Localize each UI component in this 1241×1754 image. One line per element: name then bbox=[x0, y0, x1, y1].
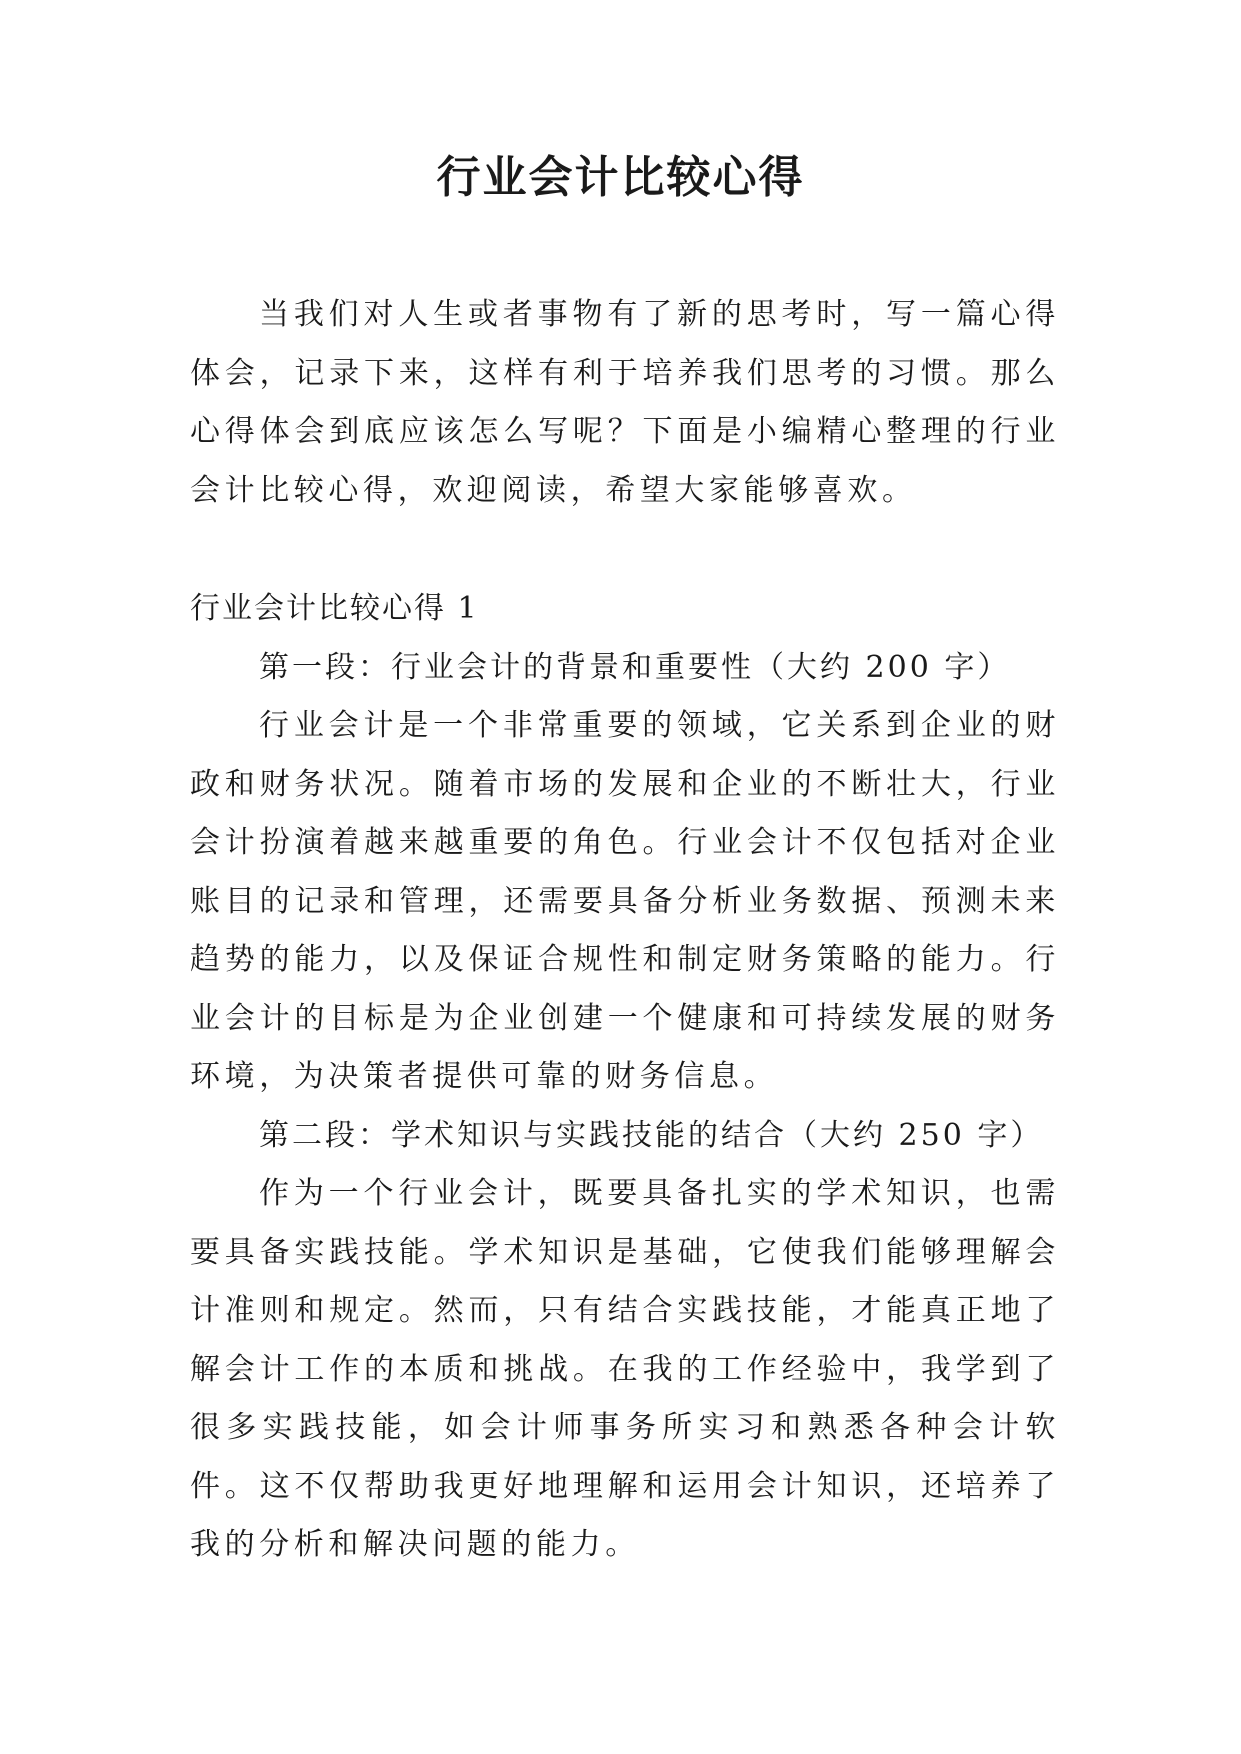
document-title: 行业会计比较心得 bbox=[436, 152, 805, 203]
section-paragraph-2: 作为一个行业会计，既要具备扎实的学术知识，也需要具备实践技能。学术知识是基础，它使我们能够理解会计准则和规定。然而，只有结合实践技能，才能真正地了解会计工作的本质和挑战。在我的工作经验中，我学到了很多实践技能，如会计师事务所实习和熟悉各种会计软件。这不仅帮助我更好地理解和运用会计知识，还培养了我的分析和解决问题的能力。 bbox=[190, 1176, 1060, 1562]
paragraph-spacer bbox=[190, 520, 1060, 580]
section-paragraph-1: 行业会计是一个非常重要的领域，它关系到企业的财政和财务状况。随着市场的发展和企业的不断壮大，行业会计扮演着越来越重要的角色。行业会计不仅包括对企业账目的记录和管理，还需要具备分析业务数据、预测未来趋势的能力，以及保证合规性和制定财务策略的能力。行业会计的目标是为企业创建一个健康和可持续发展的财务环境，为决策者提供可靠的财务信息。 bbox=[190, 708, 1060, 1094]
section-heading-1: 第一段：行业会计的背景和重要性（大约 200 字） bbox=[259, 649, 1011, 685]
document-body bbox=[190, 286, 1060, 1575]
section-title: 行业会计比较心得 1 bbox=[190, 591, 479, 626]
intro-paragraph: 当我们对人生或者事物有了新的思考时，写一篇心得体会，记录下来，这样有利于培养我们思考的习惯。那么心得体会到底应该怎么写呢？下面是小编精心整理的行业会计比较心得，欢迎阅读，希望大家能够喜欢。 bbox=[190, 297, 1060, 508]
section-heading-2: 第二段：学术知识与实践技能的结合（大约 250 字） bbox=[259, 1117, 1044, 1153]
